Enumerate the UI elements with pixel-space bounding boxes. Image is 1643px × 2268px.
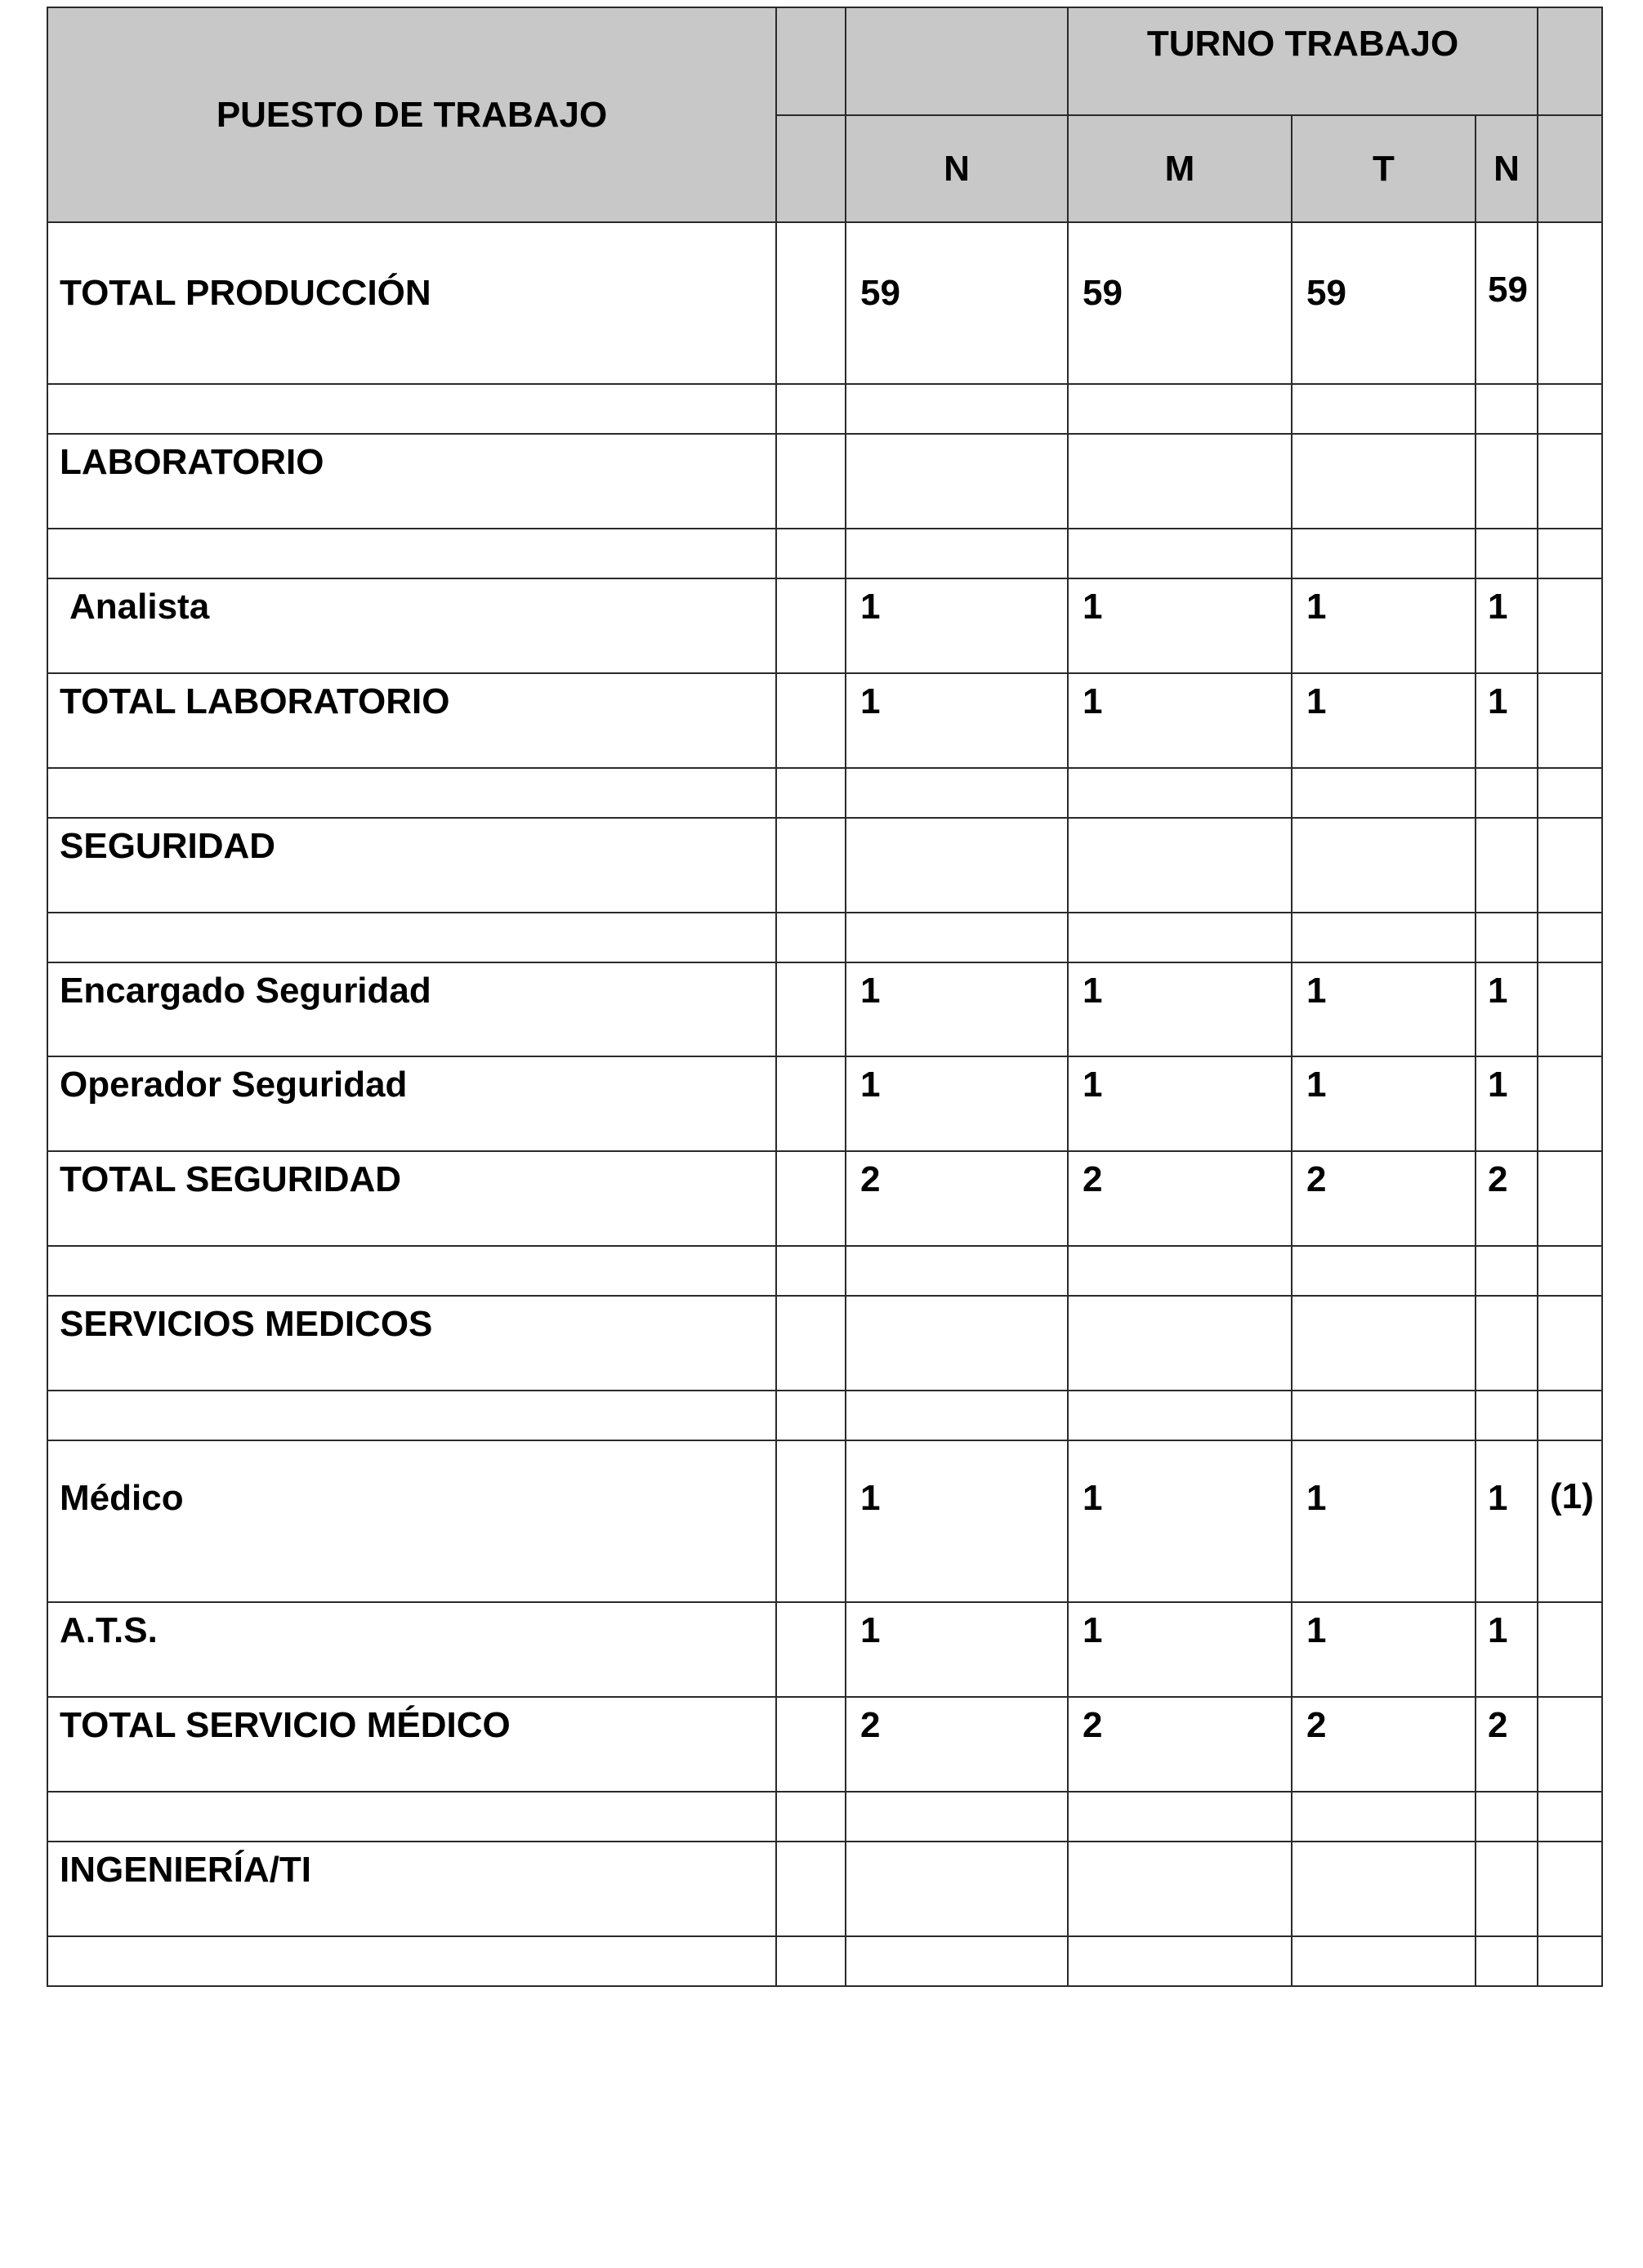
empty-cell	[1292, 768, 1476, 818]
empty-cell	[1538, 529, 1602, 578]
empty-cell	[1538, 1391, 1602, 1440]
value-n2: 1	[1476, 1440, 1538, 1602]
empty-cell	[1538, 1151, 1602, 1246]
empty-cell	[1476, 1936, 1538, 1986]
empty-cell	[776, 1246, 846, 1296]
table-row	[47, 222, 1602, 384]
row-label: A.T.S.	[47, 1602, 776, 1697]
value-m: 1	[1068, 1602, 1292, 1697]
value-n2: 1	[1476, 578, 1538, 673]
shift-n2: N	[1476, 115, 1538, 222]
value-t: 1	[1292, 1602, 1476, 1697]
value-n2: 1	[1476, 1602, 1538, 1697]
empty-cell	[846, 384, 1068, 434]
spacer-row	[47, 768, 1602, 818]
empty-cell	[1538, 1936, 1602, 1986]
section-label: LABORATORIO	[47, 434, 776, 529]
empty-cell	[776, 1697, 846, 1792]
empty-cell	[1538, 1056, 1602, 1151]
empty-cell	[776, 384, 846, 434]
value-n2: 1	[1476, 962, 1538, 1056]
empty-cell	[1068, 768, 1292, 818]
empty-cell	[1538, 913, 1602, 962]
empty-cell	[846, 1246, 1068, 1296]
section-row	[47, 818, 1602, 913]
empty-cell	[1068, 1296, 1292, 1391]
empty-cell	[776, 1792, 846, 1842]
value-n1: 2	[846, 1697, 1068, 1792]
empty-cell	[776, 1842, 846, 1936]
empty-cell	[776, 818, 846, 913]
empty-cell	[1538, 1296, 1602, 1391]
empty-cell	[1538, 768, 1602, 818]
value-n1: 1	[846, 1440, 1068, 1602]
row-label: TOTAL PRODUCCIÓN	[47, 222, 776, 384]
empty-cell	[47, 529, 776, 578]
empty-cell	[776, 222, 846, 384]
shift-n1: N	[846, 115, 1068, 222]
empty-cell	[1068, 384, 1292, 434]
empty-cell	[1538, 1842, 1602, 1936]
empty-cell	[1068, 529, 1292, 578]
empty-cell	[1068, 434, 1292, 529]
section-label: INGENIERÍA/TI	[47, 1842, 776, 1936]
empty-cell	[1292, 1296, 1476, 1391]
value-n2: 2	[1476, 1151, 1538, 1246]
row-label: Encargado Seguridad	[47, 962, 776, 1056]
empty-cell	[776, 913, 846, 962]
empty-cell	[1292, 434, 1476, 529]
value-m: 59	[1068, 222, 1292, 384]
empty-cell	[1068, 913, 1292, 962]
section-label: SERVICIOS MEDICOS	[47, 1296, 776, 1391]
section-row	[47, 1842, 1602, 1936]
header-blank	[1538, 7, 1602, 115]
empty-cell	[1292, 1246, 1476, 1296]
empty-cell	[1538, 222, 1602, 384]
table-row	[47, 673, 1602, 768]
value-n1: 1	[846, 962, 1068, 1056]
section-row	[47, 434, 1602, 529]
empty-cell	[846, 768, 1068, 818]
empty-cell	[1538, 962, 1602, 1056]
empty-cell	[1538, 1697, 1602, 1792]
empty-cell	[846, 1936, 1068, 1986]
empty-cell	[1292, 1792, 1476, 1842]
empty-cell	[846, 818, 1068, 913]
row-label: Analista	[47, 578, 776, 673]
empty-cell	[1476, 1296, 1538, 1391]
empty-cell	[776, 768, 846, 818]
empty-cell	[1476, 818, 1538, 913]
spacer-row	[47, 529, 1602, 578]
empty-cell	[846, 1792, 1068, 1842]
empty-cell	[846, 529, 1068, 578]
empty-cell	[776, 1391, 846, 1440]
value-m: 1	[1068, 1440, 1292, 1602]
value-t: 2	[1292, 1697, 1476, 1792]
value-m: 2	[1068, 1697, 1292, 1792]
value-n1: 1	[846, 1602, 1068, 1697]
value-n2: 1	[1476, 673, 1538, 768]
table-row	[47, 1151, 1602, 1246]
value-m: 2	[1068, 1151, 1292, 1246]
value-m: 1	[1068, 1056, 1292, 1151]
row-label: Médico	[47, 1440, 776, 1602]
empty-cell	[1476, 768, 1538, 818]
row-label: TOTAL SEGURIDAD	[47, 1151, 776, 1246]
shift-m: M	[1068, 115, 1292, 222]
value-n1: 2	[846, 1151, 1068, 1246]
spacer-row	[47, 1391, 1602, 1440]
empty-cell	[1538, 578, 1602, 673]
spacer-row	[47, 913, 1602, 962]
empty-cell	[47, 1391, 776, 1440]
empty-cell	[846, 913, 1068, 962]
staffing-table	[47, 7, 1603, 1987]
table-row	[47, 1056, 1602, 1151]
empty-cell	[846, 1842, 1068, 1936]
value-t: 2	[1292, 1151, 1476, 1246]
value-t: 1	[1292, 673, 1476, 768]
empty-cell	[776, 1151, 846, 1246]
shift-t: T	[1292, 115, 1476, 222]
empty-cell	[1476, 1246, 1538, 1296]
empty-cell	[1292, 384, 1476, 434]
empty-cell	[1476, 384, 1538, 434]
value-m: 1	[1068, 673, 1292, 768]
empty-cell	[776, 434, 846, 529]
empty-cell	[776, 1440, 846, 1602]
empty-cell	[1068, 1842, 1292, 1936]
empty-cell	[1476, 434, 1538, 529]
section-row	[47, 1296, 1602, 1391]
empty-cell	[776, 1056, 846, 1151]
value-n1: 59	[846, 222, 1068, 384]
empty-cell	[1068, 1246, 1292, 1296]
empty-cell	[1476, 529, 1538, 578]
empty-cell	[47, 768, 776, 818]
empty-cell	[47, 1246, 776, 1296]
footnote-marker: (1)	[1538, 1440, 1602, 1602]
header-blank	[776, 115, 846, 222]
empty-cell	[1292, 818, 1476, 913]
empty-cell	[47, 384, 776, 434]
empty-cell	[1538, 1246, 1602, 1296]
value-n1: 1	[846, 1056, 1068, 1151]
empty-cell	[1068, 1936, 1292, 1986]
empty-cell	[47, 1936, 776, 1986]
value-t: 1	[1292, 1056, 1476, 1151]
value-t: 1	[1292, 578, 1476, 673]
section-label: SEGURIDAD	[47, 818, 776, 913]
empty-cell	[776, 673, 846, 768]
empty-cell	[1292, 913, 1476, 962]
value-n1: 1	[846, 673, 1068, 768]
empty-cell	[776, 578, 846, 673]
empty-cell	[1476, 913, 1538, 962]
empty-cell	[776, 1296, 846, 1391]
empty-cell	[1292, 1936, 1476, 1986]
empty-cell	[1538, 384, 1602, 434]
spacer-row	[47, 1246, 1602, 1296]
value-n1: 1	[846, 578, 1068, 673]
row-label: Operador Seguridad	[47, 1056, 776, 1151]
empty-cell	[846, 1391, 1068, 1440]
empty-cell	[1538, 673, 1602, 768]
value-t: 59	[1292, 222, 1476, 384]
empty-cell	[1068, 1391, 1292, 1440]
spacer-row	[47, 384, 1602, 434]
value-t: 1	[1292, 962, 1476, 1056]
header-blank	[776, 7, 846, 115]
value-n2: 2	[1476, 1697, 1538, 1792]
empty-cell	[1068, 818, 1292, 913]
value-m: 1	[1068, 578, 1292, 673]
spacer-row	[47, 1936, 1602, 1986]
empty-cell	[776, 1602, 846, 1697]
header-puesto: PUESTO DE TRABAJO	[47, 7, 776, 222]
header-turno: TURNO TRABAJO	[1068, 7, 1538, 115]
empty-cell	[776, 1936, 846, 1986]
value-n2: 1	[1476, 1056, 1538, 1151]
empty-cell	[1538, 1602, 1602, 1697]
value-n2: 59	[1476, 222, 1538, 384]
empty-cell	[1292, 529, 1476, 578]
empty-cell	[47, 1792, 776, 1842]
table-row	[47, 1697, 1602, 1792]
empty-cell	[1068, 1792, 1292, 1842]
empty-cell	[1476, 1842, 1538, 1936]
table-row	[47, 962, 1602, 1056]
empty-cell	[1476, 1792, 1538, 1842]
empty-cell	[1538, 434, 1602, 529]
empty-cell	[776, 529, 846, 578]
table-row	[47, 578, 1602, 673]
empty-cell	[1292, 1842, 1476, 1936]
empty-cell	[1476, 1391, 1538, 1440]
empty-cell	[1292, 1391, 1476, 1440]
row-label: TOTAL SERVICIO MÉDICO	[47, 1697, 776, 1792]
empty-cell	[1538, 818, 1602, 913]
value-m: 1	[1068, 962, 1292, 1056]
spacer-row	[47, 1792, 1602, 1842]
value-t: 1	[1292, 1440, 1476, 1602]
table-row	[47, 1440, 1602, 1602]
empty-cell	[846, 1296, 1068, 1391]
header-blank	[846, 7, 1068, 115]
empty-cell	[1538, 1792, 1602, 1842]
empty-cell	[846, 434, 1068, 529]
empty-cell	[776, 962, 846, 1056]
header-row-top	[47, 7, 1602, 115]
table-row	[47, 1602, 1602, 1697]
row-label: TOTAL LABORATORIO	[47, 673, 776, 768]
header-blank	[1538, 115, 1602, 222]
empty-cell	[47, 913, 776, 962]
